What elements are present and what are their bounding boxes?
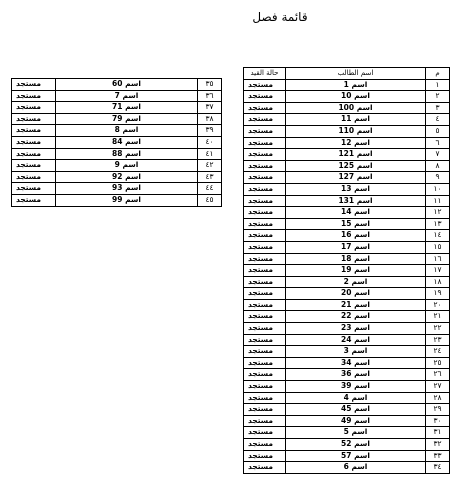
table-row: [244, 450, 450, 462]
row-number-cell: ٣٧: [198, 102, 222, 114]
table-row: [12, 102, 222, 114]
table-row: [244, 392, 450, 404]
status-cell: مستجد: [244, 91, 286, 103]
student-name-cell: اسم 121: [286, 149, 426, 161]
table-row: [244, 265, 450, 277]
status-cell: مستجد: [12, 148, 56, 160]
student-name-cell: اسم 3: [286, 346, 426, 358]
status-cell: مستجد: [244, 241, 286, 253]
status-cell: مستجد: [244, 218, 286, 230]
table-row: [244, 357, 450, 369]
status-cell: مستجد: [244, 276, 286, 288]
table-row: [244, 253, 450, 265]
table-row: [244, 79, 450, 91]
status-cell: مستجد: [12, 125, 56, 137]
status-cell: مستجد: [244, 114, 286, 126]
status-cell: مستجد: [12, 79, 56, 91]
status-cell: مستجد: [244, 427, 286, 439]
row-number-cell: ٢٩: [426, 404, 450, 416]
table-row: [12, 125, 222, 137]
row-number-cell: ١٥: [426, 241, 450, 253]
status-cell: مستجد: [244, 207, 286, 219]
status-cell: مستجد: [244, 149, 286, 161]
table-row: [244, 149, 450, 161]
status-cell: مستجد: [12, 160, 56, 172]
student-name-cell: اسم 12: [286, 137, 426, 149]
status-cell: مستجد: [12, 194, 56, 206]
student-name-cell: اسم 23: [286, 323, 426, 335]
row-number-cell: ٣٤: [426, 462, 450, 474]
row-number-cell: ٨: [426, 160, 450, 172]
row-number-cell: ٥: [426, 125, 450, 137]
table-row: [244, 427, 450, 439]
student-name-cell: اسم 24: [286, 334, 426, 346]
row-number-cell: ٣٥: [198, 79, 222, 91]
table-row: [244, 241, 450, 253]
table-row: [244, 299, 450, 311]
student-table-continued: [11, 78, 222, 207]
row-number-cell: ٢٣: [426, 334, 450, 346]
table-row: [12, 148, 222, 160]
student-rows-continued: [12, 79, 222, 207]
row-number-cell: ٤٥: [198, 194, 222, 206]
row-number-cell: ٢: [426, 91, 450, 103]
row-number-cell: ٤٢: [198, 160, 222, 172]
table-row: [12, 183, 222, 195]
status-cell: مستجد: [244, 462, 286, 474]
table-row: [244, 404, 450, 416]
header-name: اسم الطالب: [286, 68, 426, 80]
row-number-cell: ٤٣: [198, 171, 222, 183]
row-number-cell: ١١: [426, 195, 450, 207]
row-number-cell: ٤٠: [198, 136, 222, 148]
row-number-cell: ٣: [426, 102, 450, 114]
status-cell: مستجد: [244, 160, 286, 172]
status-cell: مستجد: [244, 137, 286, 149]
student-name-cell: اسم 19: [286, 265, 426, 277]
student-name-cell: اسم 125: [286, 160, 426, 172]
status-cell: مستجد: [12, 183, 56, 195]
row-number-cell: ١٢: [426, 207, 450, 219]
table-row: [244, 102, 450, 114]
row-number-cell: ٣٩: [198, 125, 222, 137]
table-row: [244, 207, 450, 219]
student-name-cell: اسم 92: [56, 171, 198, 183]
table-row: [244, 415, 450, 427]
student-name-cell: اسم 11: [286, 114, 426, 126]
student-name-cell: اسم 45: [286, 404, 426, 416]
status-cell: مستجد: [244, 450, 286, 462]
status-cell: مستجد: [244, 195, 286, 207]
student-name-cell: اسم 127: [286, 172, 426, 184]
page-title: قائمة فصل: [252, 10, 308, 24]
row-number-cell: ١٣: [426, 218, 450, 230]
row-number-cell: ١٠: [426, 183, 450, 195]
row-number-cell: ٢٢: [426, 323, 450, 335]
row-number-cell: ١: [426, 79, 450, 91]
row-number-cell: ٣٢: [426, 439, 450, 451]
row-number-cell: ٣١: [426, 427, 450, 439]
status-cell: مستجد: [244, 253, 286, 265]
row-number-cell: ٣٣: [426, 450, 450, 462]
student-name-cell: اسم 2: [286, 276, 426, 288]
student-name-cell: اسم 84: [56, 136, 198, 148]
student-name-cell: اسم 9: [56, 160, 198, 172]
table-row: [244, 195, 450, 207]
student-name-cell: اسم 1: [286, 79, 426, 91]
table-header-row: [244, 68, 450, 80]
status-cell: مستجد: [244, 172, 286, 184]
status-cell: مستجد: [244, 102, 286, 114]
status-cell: مستجد: [244, 311, 286, 323]
row-number-cell: ٤١: [198, 148, 222, 160]
student-name-cell: اسم 17: [286, 241, 426, 253]
table-row: [244, 346, 450, 358]
status-cell: مستجد: [244, 357, 286, 369]
student-table-main: [243, 67, 450, 474]
status-cell: مستجد: [244, 79, 286, 91]
status-cell: مستجد: [244, 439, 286, 451]
status-cell: مستجد: [244, 346, 286, 358]
status-cell: مستجد: [12, 113, 56, 125]
row-number-cell: ١٧: [426, 265, 450, 277]
row-number-cell: ٤٤: [198, 183, 222, 195]
status-cell: مستجد: [244, 323, 286, 335]
student-name-cell: اسم 93: [56, 183, 198, 195]
row-number-cell: ٣٦: [198, 90, 222, 102]
table-row: [244, 230, 450, 242]
table-row: [12, 194, 222, 206]
status-cell: مستجد: [244, 415, 286, 427]
student-name-cell: اسم 16: [286, 230, 426, 242]
status-cell: مستجد: [244, 404, 286, 416]
status-cell: مستجد: [244, 299, 286, 311]
student-name-cell: اسم 60: [56, 79, 198, 91]
row-number-cell: ١٨: [426, 276, 450, 288]
status-cell: مستجد: [244, 381, 286, 393]
student-name-cell: اسم 7: [56, 90, 198, 102]
row-number-cell: ١٤: [426, 230, 450, 242]
student-name-cell: اسم 22: [286, 311, 426, 323]
row-number-cell: ١٦: [426, 253, 450, 265]
status-cell: مستجد: [12, 102, 56, 114]
table-row: [244, 160, 450, 172]
row-number-cell: ٦: [426, 137, 450, 149]
table-row: [244, 91, 450, 103]
row-number-cell: ٢٦: [426, 369, 450, 381]
row-number-cell: ٩: [426, 172, 450, 184]
status-cell: مستجد: [244, 125, 286, 137]
student-name-cell: اسم 110: [286, 125, 426, 137]
student-name-cell: اسم 5: [286, 427, 426, 439]
student-name-cell: اسم 8: [56, 125, 198, 137]
student-name-cell: اسم 99: [56, 194, 198, 206]
table-row: [244, 114, 450, 126]
student-name-cell: اسم 49: [286, 415, 426, 427]
row-number-cell: ٧: [426, 149, 450, 161]
student-name-cell: اسم 131: [286, 195, 426, 207]
status-cell: مستجد: [244, 392, 286, 404]
table-row: [12, 113, 222, 125]
student-name-cell: اسم 21: [286, 299, 426, 311]
student-rows-main: [244, 79, 450, 473]
status-cell: مستجد: [244, 334, 286, 346]
table-row: [244, 172, 450, 184]
table-row: [244, 125, 450, 137]
table-row: [244, 218, 450, 230]
table-row: [244, 323, 450, 335]
row-number-cell: ١٩: [426, 288, 450, 300]
header-num: م: [426, 68, 450, 80]
student-name-cell: اسم 10: [286, 91, 426, 103]
student-name-cell: اسم 79: [56, 113, 198, 125]
student-name-cell: اسم 13: [286, 183, 426, 195]
table-row: [244, 311, 450, 323]
table-row: [244, 137, 450, 149]
student-name-cell: اسم 52: [286, 439, 426, 451]
student-name-cell: اسم 34: [286, 357, 426, 369]
row-number-cell: ٣٠: [426, 415, 450, 427]
row-number-cell: ٢١: [426, 311, 450, 323]
row-number-cell: ٢٧: [426, 381, 450, 393]
status-cell: مستجد: [244, 288, 286, 300]
student-name-cell: اسم 6: [286, 462, 426, 474]
student-name-cell: اسم 18: [286, 253, 426, 265]
student-name-cell: اسم 88: [56, 148, 198, 160]
table-row: [244, 334, 450, 346]
table-row: [12, 79, 222, 91]
table-row: [244, 183, 450, 195]
table-row: [244, 276, 450, 288]
student-name-cell: اسم 39: [286, 381, 426, 393]
status-cell: مستجد: [244, 369, 286, 381]
table-row: [244, 288, 450, 300]
status-cell: مستجد: [12, 90, 56, 102]
table-row: [12, 90, 222, 102]
status-cell: مستجد: [12, 171, 56, 183]
status-cell: مستجد: [244, 230, 286, 242]
student-name-cell: اسم 15: [286, 218, 426, 230]
student-name-cell: اسم 14: [286, 207, 426, 219]
table-row: [244, 462, 450, 474]
table-row: [12, 171, 222, 183]
status-cell: مستجد: [244, 183, 286, 195]
row-number-cell: ٢٨: [426, 392, 450, 404]
status-cell: مستجد: [12, 136, 56, 148]
student-name-cell: اسم 71: [56, 102, 198, 114]
table-row: [244, 439, 450, 451]
row-number-cell: ٢٥: [426, 357, 450, 369]
student-name-cell: اسم 57: [286, 450, 426, 462]
row-number-cell: ٢٤: [426, 346, 450, 358]
student-name-cell: اسم 36: [286, 369, 426, 381]
row-number-cell: ٢٠: [426, 299, 450, 311]
table-row: [244, 369, 450, 381]
student-name-cell: اسم 20: [286, 288, 426, 300]
row-number-cell: ٤: [426, 114, 450, 126]
row-number-cell: ٣٨: [198, 113, 222, 125]
table-row: [244, 381, 450, 393]
student-name-cell: اسم 4: [286, 392, 426, 404]
status-cell: مستجد: [244, 265, 286, 277]
header-status: حالة القيد: [244, 68, 286, 80]
table-row: [12, 136, 222, 148]
table-row: [12, 160, 222, 172]
student-name-cell: اسم 100: [286, 102, 426, 114]
